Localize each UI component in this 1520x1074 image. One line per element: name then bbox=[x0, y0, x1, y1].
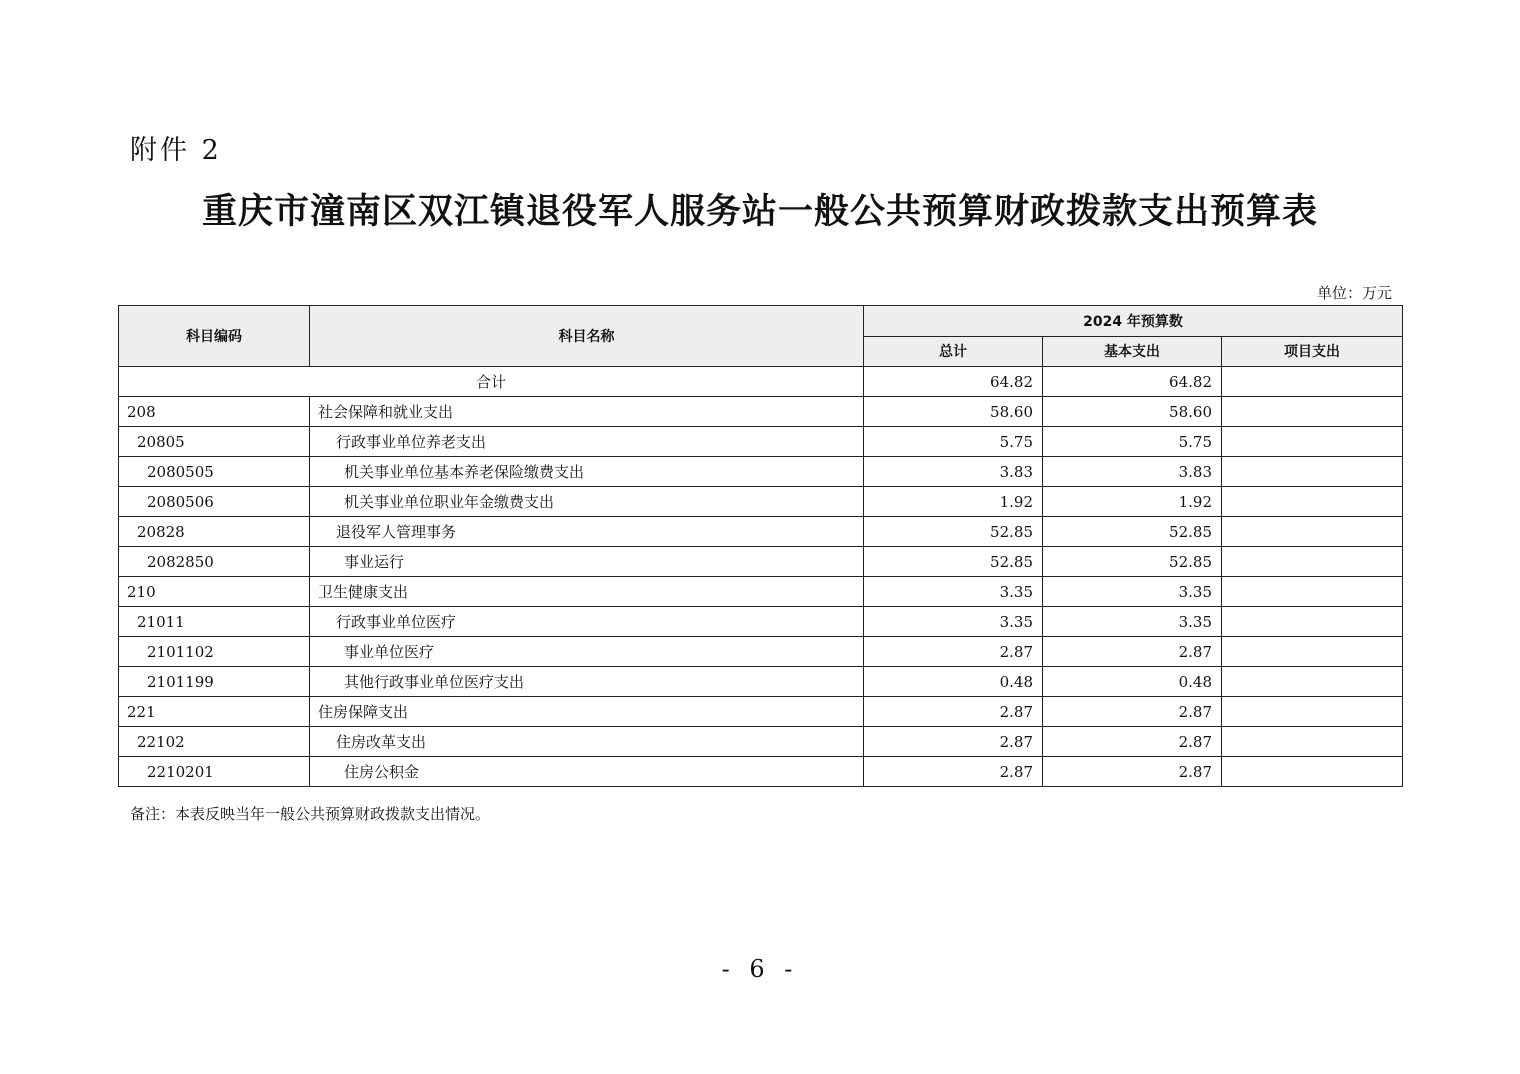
row-basic: 52.85 bbox=[1043, 547, 1222, 577]
unit-label: 单位：万元 bbox=[1316, 284, 1392, 302]
row-name: 卫生健康支出 bbox=[310, 577, 864, 607]
row-name: 住房保障支出 bbox=[310, 697, 864, 727]
row-name: 社会保障和就业支出 bbox=[310, 397, 864, 427]
table-row bbox=[119, 667, 1403, 697]
attachment-label: 附件 2 bbox=[130, 135, 222, 166]
header-name: 科目名称 bbox=[310, 306, 864, 367]
table-row bbox=[119, 517, 1403, 547]
row-code: 208 bbox=[119, 397, 310, 427]
page-title: 重庆市潼南区双江镇退役军人服务站一般公共预算财政拨款支出预算表 bbox=[201, 191, 1318, 232]
table-row bbox=[119, 487, 1403, 517]
row-basic: 2.87 bbox=[1043, 757, 1222, 787]
table-row bbox=[119, 457, 1403, 487]
row-project bbox=[1222, 457, 1403, 487]
row-code: 2210201 bbox=[119, 757, 310, 787]
header-code: 科目编码 bbox=[119, 306, 310, 367]
row-basic: 2.87 bbox=[1043, 697, 1222, 727]
row-project bbox=[1222, 697, 1403, 727]
row-code: 2101199 bbox=[119, 667, 310, 697]
table-row bbox=[119, 547, 1403, 577]
header-basic: 基本支出 bbox=[1043, 336, 1222, 367]
row-name: 行政事业单位医疗 bbox=[310, 607, 864, 637]
row-code: 2080505 bbox=[119, 457, 310, 487]
row-code: 20805 bbox=[119, 427, 310, 457]
row-code: 2080506 bbox=[119, 487, 310, 517]
row-total: 3.83 bbox=[864, 457, 1043, 487]
table-row bbox=[119, 637, 1403, 667]
budget-table bbox=[118, 305, 1403, 787]
row-basic: 5.75 bbox=[1043, 427, 1222, 457]
row-basic: 1.92 bbox=[1043, 487, 1222, 517]
row-name: 事业单位医疗 bbox=[310, 637, 864, 667]
page-number: - 6 - bbox=[721, 955, 799, 983]
row-project bbox=[1222, 637, 1403, 667]
table-row bbox=[119, 727, 1403, 757]
row-project bbox=[1222, 397, 1403, 427]
row-project bbox=[1222, 577, 1403, 607]
row-code: 21011 bbox=[119, 607, 310, 637]
row-project bbox=[1222, 607, 1403, 637]
header-project: 项目支出 bbox=[1222, 336, 1403, 367]
row-code: 221 bbox=[119, 697, 310, 727]
row-basic: 52.85 bbox=[1043, 517, 1222, 547]
summary-label: 合计 bbox=[119, 367, 864, 397]
row-total: 52.85 bbox=[864, 517, 1043, 547]
row-total: 1.92 bbox=[864, 487, 1043, 517]
row-project bbox=[1222, 757, 1403, 787]
row-project bbox=[1222, 547, 1403, 577]
row-total: 2.87 bbox=[864, 697, 1043, 727]
row-total: 2.87 bbox=[864, 637, 1043, 667]
row-total: 0.48 bbox=[864, 667, 1043, 697]
row-total: 3.35 bbox=[864, 607, 1043, 637]
row-project bbox=[1222, 487, 1403, 517]
row-project bbox=[1222, 727, 1403, 757]
row-basic: 58.60 bbox=[1043, 397, 1222, 427]
table-row bbox=[119, 607, 1403, 637]
row-project bbox=[1222, 427, 1403, 457]
footnote: 备注：本表反映当年一般公共预算财政拨款支出情况。 bbox=[130, 805, 491, 823]
row-code: 20828 bbox=[119, 517, 310, 547]
row-total: 52.85 bbox=[864, 547, 1043, 577]
summary-project bbox=[1222, 367, 1403, 397]
row-project bbox=[1222, 517, 1403, 547]
header-total: 总计 bbox=[864, 336, 1043, 367]
header-year-group: 2024 年预算数 bbox=[864, 306, 1403, 337]
row-project bbox=[1222, 667, 1403, 697]
table-row bbox=[119, 577, 1403, 607]
row-total: 2.87 bbox=[864, 727, 1043, 757]
row-basic: 3.35 bbox=[1043, 607, 1222, 637]
row-name: 退役军人管理事务 bbox=[310, 517, 864, 547]
row-name: 住房改革支出 bbox=[310, 727, 864, 757]
row-total: 5.75 bbox=[864, 427, 1043, 457]
row-basic: 3.83 bbox=[1043, 457, 1222, 487]
row-name: 机关事业单位职业年金缴费支出 bbox=[310, 487, 864, 517]
row-code: 2082850 bbox=[119, 547, 310, 577]
summary-total: 64.82 bbox=[864, 367, 1043, 397]
row-total: 58.60 bbox=[864, 397, 1043, 427]
row-basic: 2.87 bbox=[1043, 637, 1222, 667]
table-row bbox=[119, 427, 1403, 457]
row-basic: 3.35 bbox=[1043, 577, 1222, 607]
table-row bbox=[119, 397, 1403, 427]
row-name: 机关事业单位基本养老保险缴费支出 bbox=[310, 457, 864, 487]
table-row bbox=[119, 697, 1403, 727]
row-total: 3.35 bbox=[864, 577, 1043, 607]
table-row bbox=[119, 757, 1403, 787]
row-basic: 2.87 bbox=[1043, 727, 1222, 757]
summary-basic: 64.82 bbox=[1043, 367, 1222, 397]
row-code: 2101102 bbox=[119, 637, 310, 667]
row-code: 22102 bbox=[119, 727, 310, 757]
row-name: 行政事业单位养老支出 bbox=[310, 427, 864, 457]
summary-row bbox=[119, 367, 1403, 397]
row-code: 210 bbox=[119, 577, 310, 607]
row-basic: 0.48 bbox=[1043, 667, 1222, 697]
row-name: 事业运行 bbox=[310, 547, 864, 577]
table-body bbox=[119, 367, 1403, 787]
row-total: 2.87 bbox=[864, 757, 1043, 787]
row-name: 其他行政事业单位医疗支出 bbox=[310, 667, 864, 697]
row-name: 住房公积金 bbox=[310, 757, 864, 787]
